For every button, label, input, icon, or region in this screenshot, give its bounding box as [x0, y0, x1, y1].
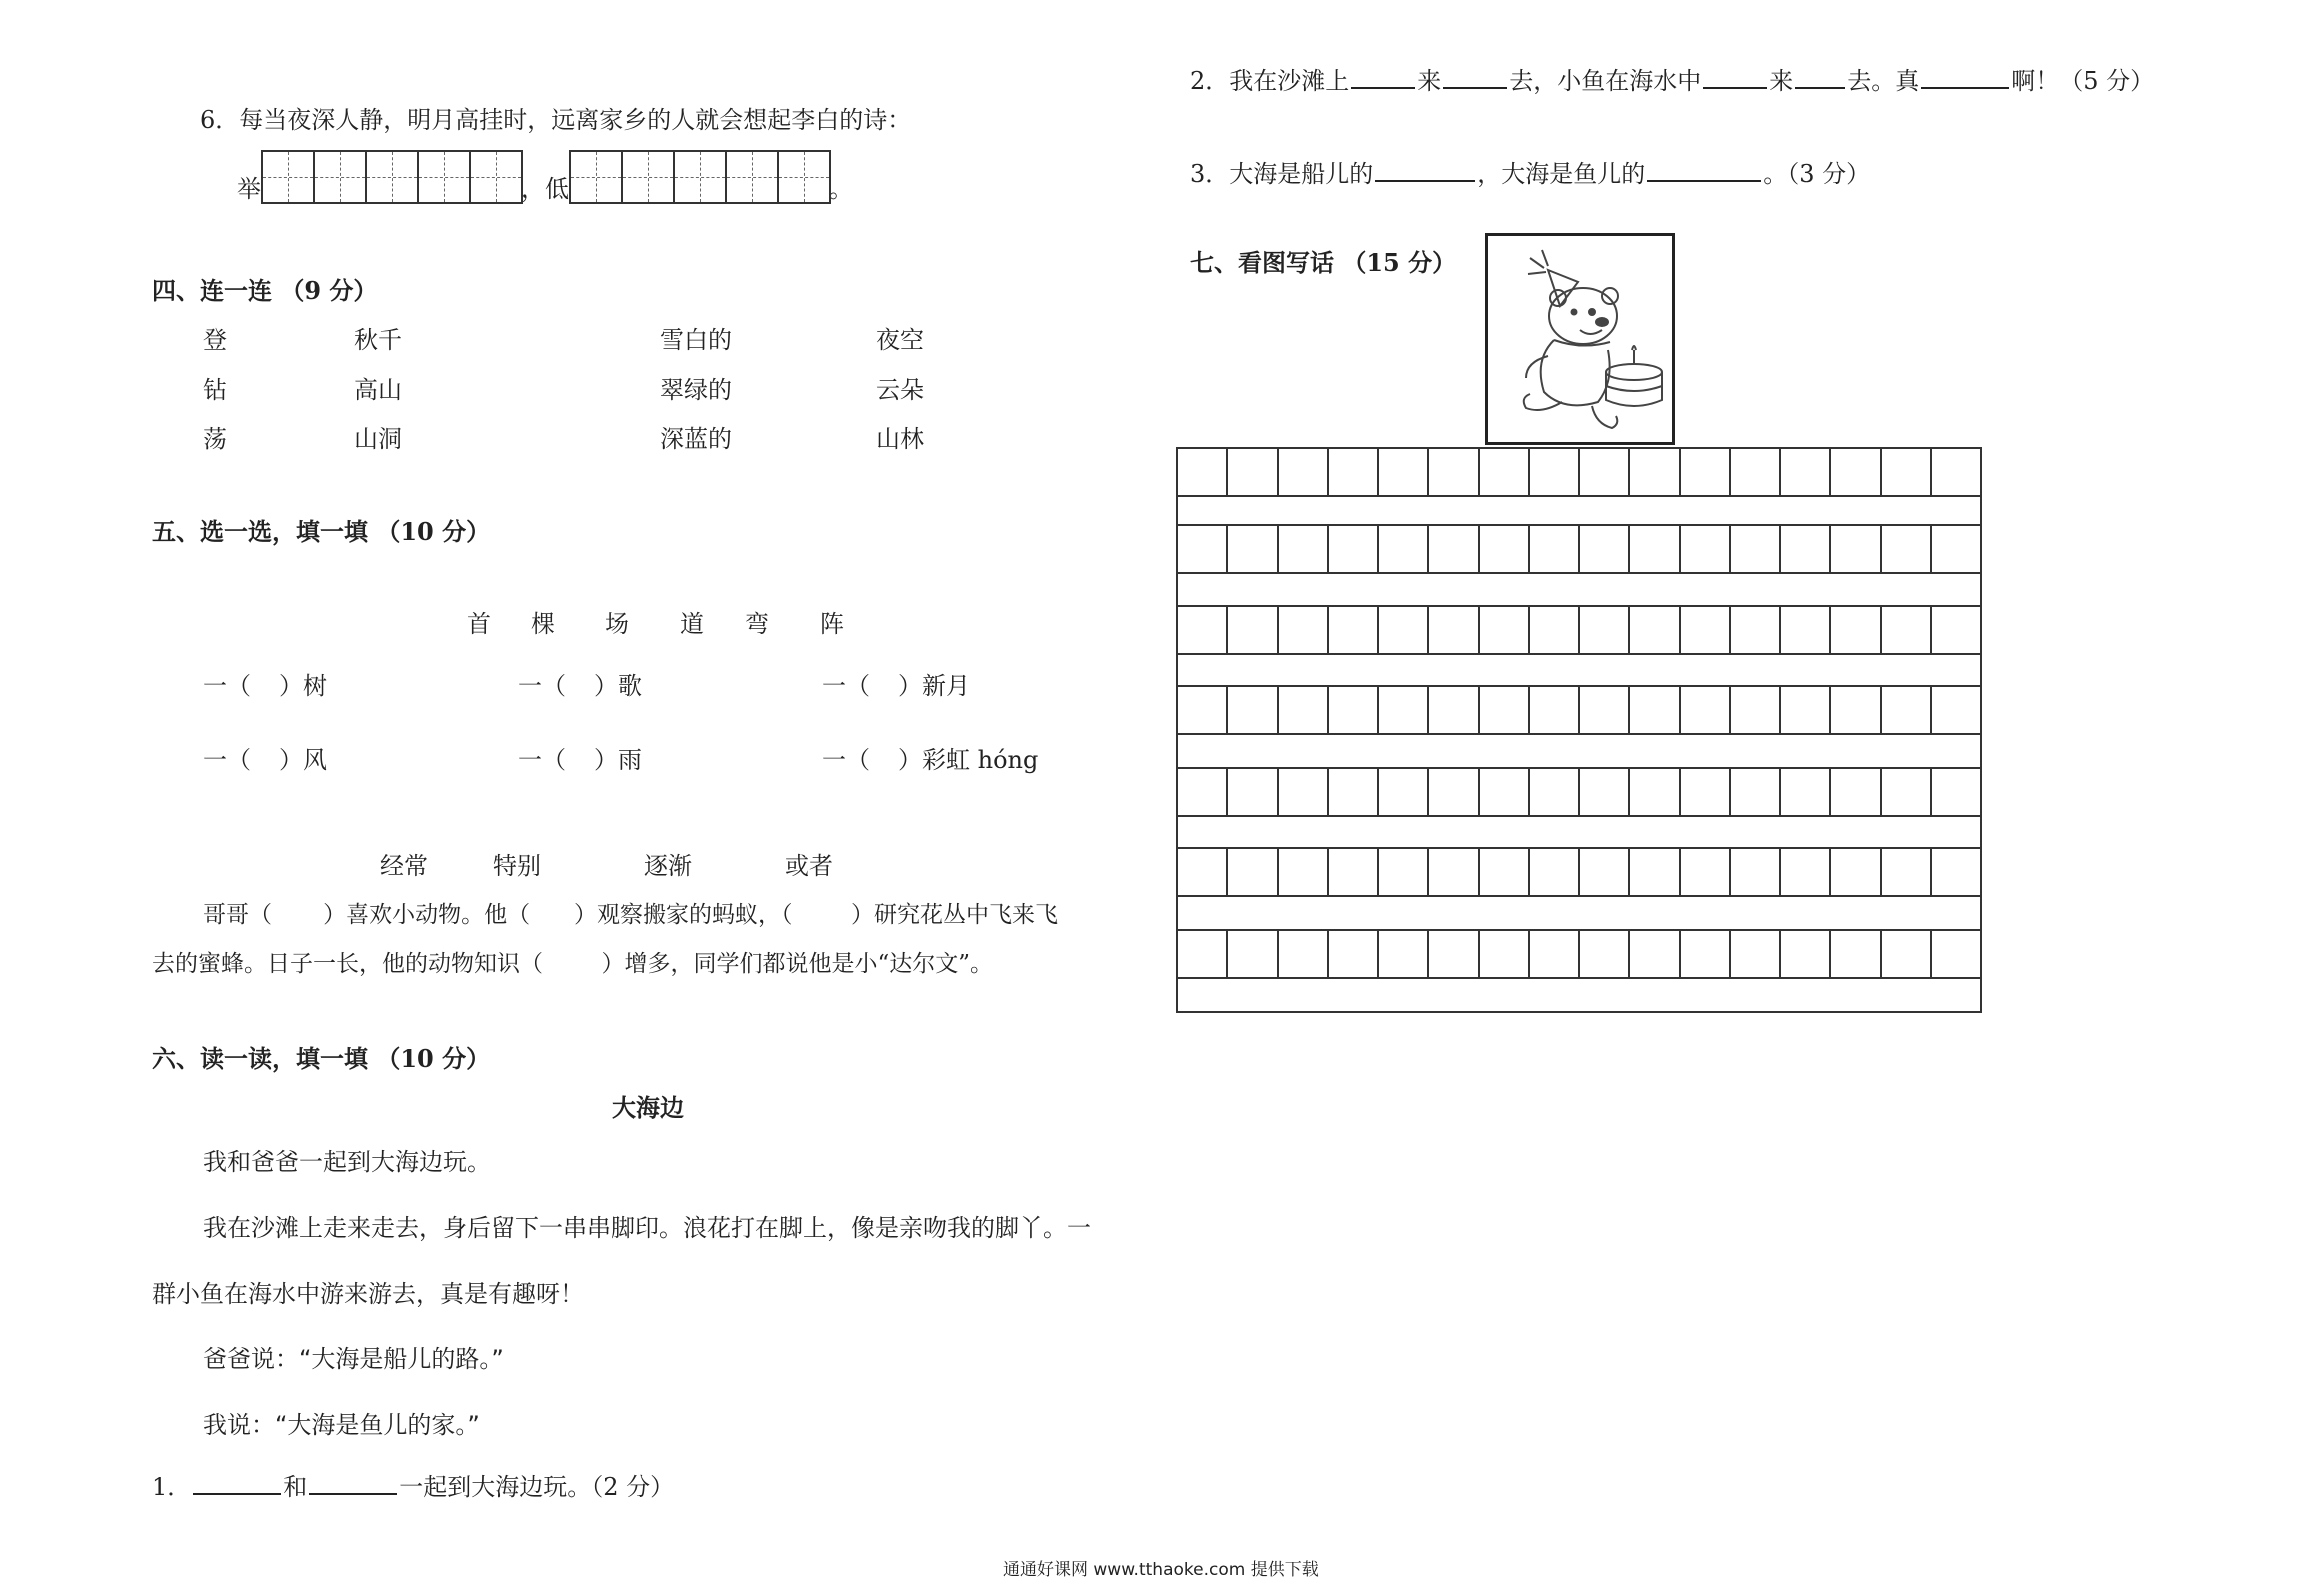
- writing-grid-cell[interactable]: [1681, 847, 1731, 897]
- writing-grid-cell[interactable]: [1329, 847, 1379, 897]
- writing-prompt-picture: [1485, 233, 1675, 445]
- writing-grid-cell[interactable]: [1932, 767, 1980, 817]
- writing-grid-cell[interactable]: [1580, 447, 1630, 497]
- q6-end: 。: [829, 175, 853, 204]
- section-7-title: 七、看图写话 （15 分）: [1190, 248, 1457, 277]
- writing-grid-cell[interactable]: [1781, 605, 1831, 655]
- writing-grid-cell[interactable]: [1530, 524, 1580, 574]
- writing-grid-cell[interactable]: [1429, 685, 1479, 735]
- writing-grid-cell[interactable]: [1630, 524, 1680, 574]
- writing-grid-row: [1178, 929, 1980, 979]
- section-6-title: 六、读一读，填一填 （10 分）: [152, 1044, 491, 1073]
- writing-grid-cell[interactable]: [1781, 685, 1831, 735]
- writing-grid-row: [1178, 685, 1980, 735]
- measure-word-item[interactable]: 一（ ）彩虹 hóng: [822, 746, 1039, 774]
- fill-paragraph-line2[interactable]: 去的蜜蜂。日子一长，他的动物知识（ ）增多，同学们都说他是小“达尔文”。: [152, 951, 994, 977]
- word-bank-item: 道: [680, 610, 704, 638]
- word-bank-item: 首: [467, 610, 491, 638]
- q3-line: 3．大海是船儿的 ，大海是鱼儿的 。（3 分）: [1190, 155, 1870, 189]
- measure-word-item[interactable]: 一（ ）风: [203, 746, 327, 774]
- bear-with-cake-illustration: [1488, 236, 1672, 442]
- q1-blank-2[interactable]: [309, 1468, 397, 1495]
- writing-grid-cell[interactable]: [1530, 929, 1580, 979]
- writing-grid-cell[interactable]: [1731, 929, 1781, 979]
- writing-grid-cell[interactable]: [1630, 605, 1680, 655]
- writing-grid-cell[interactable]: [1731, 685, 1781, 735]
- passage-p2-line2: 群小鱼在海水中游来游去，真是有趣呀！: [152, 1280, 584, 1308]
- writing-grid-cell[interactable]: [1580, 767, 1630, 817]
- writing-grid-cell[interactable]: [1329, 447, 1379, 497]
- match-col2-item[interactable]: 高山: [354, 376, 402, 404]
- q3-blank-1[interactable]: [1375, 155, 1475, 182]
- match-col3-item[interactable]: 翠绿的: [660, 376, 732, 404]
- writing-grid-cell[interactable]: [1279, 767, 1329, 817]
- writing-grid-cell[interactable]: [1228, 524, 1278, 574]
- writing-grid-cell[interactable]: [1932, 524, 1980, 574]
- word-bank2-item: 或者: [785, 852, 833, 880]
- writing-grid-cell[interactable]: [1480, 447, 1530, 497]
- writing-grid-cell[interactable]: [1831, 929, 1881, 979]
- writing-grid-cell[interactable]: [1781, 524, 1831, 574]
- writing-grid-cell[interactable]: [1630, 447, 1680, 497]
- word-bank2-item: 特别: [493, 852, 541, 880]
- q2-blank-1[interactable]: [1351, 62, 1415, 89]
- writing-grid-cell[interactable]: [1781, 767, 1831, 817]
- writing-grid-cell[interactable]: [1429, 524, 1479, 574]
- match-col2-item[interactable]: 山洞: [354, 425, 402, 453]
- writing-grid-cell[interactable]: [1228, 685, 1278, 735]
- writing-grid-cell[interactable]: [1530, 685, 1580, 735]
- q1-blank-1[interactable]: [193, 1468, 281, 1495]
- writing-grid-cell[interactable]: [1630, 767, 1680, 817]
- writing-grid-cell[interactable]: [1379, 605, 1429, 655]
- writing-grid-cell[interactable]: [1279, 605, 1329, 655]
- writing-grid-cell[interactable]: [1178, 767, 1228, 817]
- word-bank-item: 场: [605, 610, 629, 638]
- writing-grid-row: [1178, 605, 1980, 655]
- writing-grid-cell[interactable]: [1831, 447, 1881, 497]
- writing-grid-cell[interactable]: [1379, 447, 1429, 497]
- writing-grid-cell[interactable]: [1530, 447, 1580, 497]
- writing-grid-cell[interactable]: [1882, 929, 1932, 979]
- writing-grid-cell[interactable]: [1228, 767, 1278, 817]
- measure-word-item[interactable]: 一（ ）歌: [518, 672, 642, 700]
- q6-boxes-1[interactable]: [261, 150, 521, 204]
- writing-grid-cell[interactable]: [1831, 524, 1881, 574]
- writing-grid-cell[interactable]: [1681, 605, 1731, 655]
- match-col3-item[interactable]: 雪白的: [660, 326, 732, 354]
- writing-grid-cell[interactable]: [1279, 847, 1329, 897]
- match-col4-item[interactable]: 夜空: [876, 326, 924, 354]
- passage-p3: 爸爸说：“大海是船儿的路。”: [203, 1345, 504, 1373]
- writing-grid-cell[interactable]: [1932, 929, 1980, 979]
- writing-grid-cell[interactable]: [1429, 447, 1479, 497]
- writing-grid-cell[interactable]: [1530, 767, 1580, 817]
- match-col4-item[interactable]: 云朵: [876, 376, 924, 404]
- writing-grid-cell[interactable]: [1731, 605, 1781, 655]
- passage-p4: 我说：“大海是鱼儿的家。”: [203, 1411, 480, 1439]
- q2-blank-3[interactable]: [1703, 62, 1767, 89]
- writing-grid-cell[interactable]: [1530, 605, 1580, 655]
- word-bank-item: 阵: [820, 610, 844, 638]
- section-5-title: 五、选一选，填一填 （10 分）: [152, 517, 491, 546]
- footer-credit: 通通好课网 www.tthaoke.com 提供下载: [1003, 1560, 1319, 1580]
- writing-grid-cell[interactable]: [1329, 605, 1379, 655]
- match-col2-item[interactable]: 秋千: [354, 326, 402, 354]
- writing-grid-cell[interactable]: [1228, 847, 1278, 897]
- writing-grid-cell[interactable]: [1681, 929, 1731, 979]
- writing-grid-cell[interactable]: [1429, 767, 1479, 817]
- measure-word-item[interactable]: 一（ ）雨: [518, 746, 642, 774]
- q2-blank-2[interactable]: [1443, 62, 1507, 89]
- q3-blank-2[interactable]: [1647, 155, 1761, 182]
- match-col4-item[interactable]: 山林: [876, 425, 924, 453]
- writing-grid[interactable]: [1176, 447, 1982, 1013]
- writing-grid-cell[interactable]: [1630, 929, 1680, 979]
- writing-grid-cell[interactable]: [1831, 847, 1881, 897]
- writing-grid-cell[interactable]: [1329, 524, 1379, 574]
- writing-grid-cell[interactable]: [1480, 685, 1530, 735]
- writing-grid-row: [1178, 524, 1980, 574]
- writing-grid-cell[interactable]: [1882, 767, 1932, 817]
- q6-boxes-2[interactable]: [569, 150, 829, 204]
- writing-grid-cell[interactable]: [1228, 929, 1278, 979]
- match-col1-item[interactable]: 钻: [203, 376, 227, 404]
- writing-grid-row: [1178, 767, 1980, 817]
- writing-grid-cell[interactable]: [1329, 767, 1379, 817]
- writing-grid-cell[interactable]: [1681, 767, 1731, 817]
- measure-word-item[interactable]: 一（ ）树: [203, 672, 327, 700]
- writing-grid-cell[interactable]: [1781, 447, 1831, 497]
- word-bank2-item: 逐渐: [644, 852, 692, 880]
- writing-grid-cell[interactable]: [1178, 685, 1228, 735]
- q2-line: 2．我在沙滩上 来 去，小鱼在海水中 来 去。真 啊！（5 分）: [1190, 62, 2154, 96]
- writing-grid-cell[interactable]: [1731, 767, 1781, 817]
- writing-grid-cell[interactable]: [1831, 767, 1881, 817]
- writing-grid-cell[interactable]: [1178, 605, 1228, 655]
- writing-grid-cell[interactable]: [1178, 447, 1228, 497]
- q2-blank-4[interactable]: [1795, 62, 1845, 89]
- writing-grid-cell[interactable]: [1480, 929, 1530, 979]
- word-bank2-item: 经常: [380, 852, 428, 880]
- fill-paragraph-line1[interactable]: 哥哥（ ）喜欢小动物。他（ ）观察搬家的蚂蚁，（ ）研究花丛中飞来飞: [203, 902, 1059, 928]
- writing-grid-cell[interactable]: [1681, 447, 1731, 497]
- writing-grid-cell[interactable]: [1882, 685, 1932, 735]
- section-4-title: 四、连一连 （9 分）: [152, 276, 378, 305]
- writing-grid-cell[interactable]: [1882, 524, 1932, 574]
- writing-grid-cell[interactable]: [1882, 605, 1932, 655]
- measure-word-item[interactable]: 一（ ）新月: [822, 672, 970, 700]
- writing-grid-cell[interactable]: [1781, 847, 1831, 897]
- writing-grid-cell[interactable]: [1630, 685, 1680, 735]
- writing-grid-cell[interactable]: [1731, 847, 1781, 897]
- writing-grid-cell[interactable]: [1882, 447, 1932, 497]
- writing-grid-cell[interactable]: [1429, 605, 1479, 655]
- writing-grid-cell[interactable]: [1580, 847, 1630, 897]
- writing-grid-row: [1178, 447, 1980, 497]
- writing-grid-cell[interactable]: [1932, 447, 1980, 497]
- writing-grid-cell[interactable]: [1630, 847, 1680, 897]
- writing-grid-cell[interactable]: [1329, 929, 1379, 979]
- q2-blank-5[interactable]: [1921, 62, 2009, 89]
- writing-grid-cell[interactable]: [1480, 767, 1530, 817]
- writing-grid-cell[interactable]: [1279, 524, 1329, 574]
- writing-grid-cell[interactable]: [1731, 524, 1781, 574]
- writing-grid-cell[interactable]: [1831, 605, 1881, 655]
- writing-grid-cell[interactable]: [1279, 929, 1329, 979]
- match-col3-item[interactable]: 深蓝的: [660, 425, 732, 453]
- passage-p2-line1: 我在沙滩上走来走去，身后留下一串串脚印。浪花打在脚上，像是亲吻我的脚丫。一: [203, 1214, 1091, 1242]
- writing-grid-cell[interactable]: [1932, 847, 1980, 897]
- writing-grid-cell[interactable]: [1429, 847, 1479, 897]
- q6-answer-line: [237, 150, 853, 204]
- q6-word1: 举: [237, 175, 261, 204]
- writing-grid-cell[interactable]: [1681, 685, 1731, 735]
- q1-line: 1． 和 一起到大海边玩。（2 分）: [152, 1468, 674, 1502]
- q6-word2: 低: [545, 175, 569, 204]
- writing-grid-cell[interactable]: [1178, 524, 1228, 574]
- writing-grid-cell[interactable]: [1781, 929, 1831, 979]
- writing-grid-cell[interactable]: [1882, 847, 1932, 897]
- writing-grid-cell[interactable]: [1480, 524, 1530, 574]
- word-bank-item: 弯: [745, 610, 769, 638]
- writing-grid-cell[interactable]: [1379, 847, 1429, 897]
- writing-grid-cell[interactable]: [1932, 685, 1980, 735]
- writing-grid-cell[interactable]: [1480, 847, 1530, 897]
- passage-title: 大海边: [612, 1094, 684, 1122]
- writing-grid-cell[interactable]: [1228, 447, 1278, 497]
- word-bank-item: 棵: [531, 610, 555, 638]
- writing-grid-cell[interactable]: [1580, 524, 1630, 574]
- writing-grid-cell[interactable]: [1379, 524, 1429, 574]
- writing-grid-cell[interactable]: [1379, 929, 1429, 979]
- writing-grid-cell[interactable]: [1178, 929, 1228, 979]
- match-col1-item[interactable]: 登: [203, 326, 227, 354]
- writing-grid-cell[interactable]: [1681, 524, 1731, 574]
- writing-grid-cell[interactable]: [1480, 605, 1530, 655]
- writing-grid-cell[interactable]: [1178, 847, 1228, 897]
- writing-grid-cell[interactable]: [1279, 447, 1329, 497]
- writing-grid-cell[interactable]: [1580, 685, 1630, 735]
- writing-grid-cell[interactable]: [1580, 605, 1630, 655]
- writing-grid-cell[interactable]: [1932, 605, 1980, 655]
- writing-grid-cell[interactable]: [1329, 685, 1379, 735]
- writing-grid-cell[interactable]: [1831, 685, 1881, 735]
- writing-grid-row: [1178, 847, 1980, 897]
- writing-grid-cell[interactable]: [1228, 605, 1278, 655]
- writing-grid-cell[interactable]: [1580, 929, 1630, 979]
- match-col1-item[interactable]: 荡: [203, 425, 227, 453]
- q6-prompt: 6．每当夜深人静，明月高挂时，远离家乡的人就会想起李白的诗：: [200, 106, 912, 134]
- writing-grid-cell[interactable]: [1731, 447, 1781, 497]
- writing-grid-cell[interactable]: [1429, 929, 1479, 979]
- writing-grid-cell[interactable]: [1530, 847, 1580, 897]
- writing-grid-cell[interactable]: [1279, 685, 1329, 735]
- writing-grid-cell[interactable]: [1379, 685, 1429, 735]
- writing-grid-cell[interactable]: [1379, 767, 1429, 817]
- passage-p1: 我和爸爸一起到大海边玩。: [203, 1148, 491, 1176]
- q6-comma: ，: [521, 175, 545, 204]
